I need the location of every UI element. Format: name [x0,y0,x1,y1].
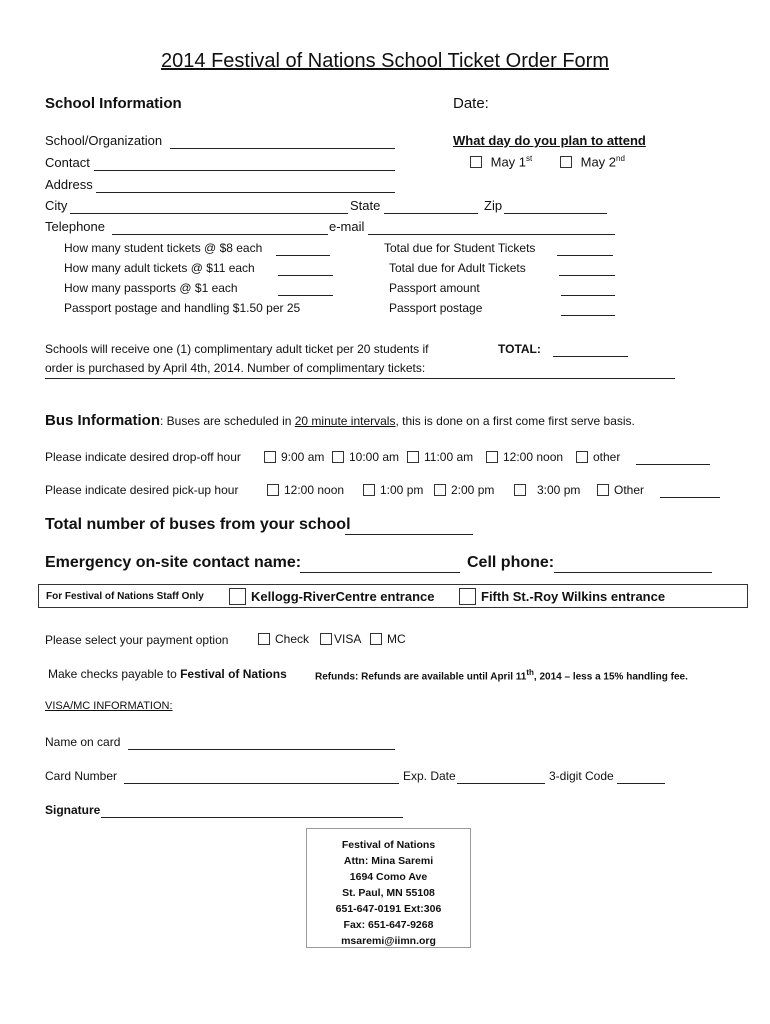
signature-label: Signature [45,803,101,817]
contact-label: Contact [45,155,90,170]
dropoff-label: Please indicate desired drop-off hour [45,450,241,464]
pickup-option-label: Other [614,483,645,497]
pickup-checkbox[interactable] [514,484,526,496]
pickup-option-3[interactable] [434,483,494,497]
refunds-text-post: , 2014 – less a 15% handling fee. [533,671,688,683]
pickup-option-label: 12:00 noon [284,483,345,497]
checks-payable [48,667,287,681]
telephone-field[interactable] [112,234,328,235]
checks-payable-org: Festival of Nations [180,667,287,681]
pickup-option-4[interactable] [514,483,580,497]
total-buses-label: Total number of buses from your school [45,516,351,533]
dropoff-checkbox[interactable] [332,451,344,463]
adult-total-field[interactable] [559,275,615,276]
signature-field[interactable] [101,817,403,818]
pickup-option-1[interactable] [267,483,344,497]
refunds-sup: th [526,668,534,677]
day-option-may2[interactable] [560,154,625,169]
may2-sup: nd [616,154,625,163]
card-number-label: Card Number [45,769,118,783]
telephone-label: Telephone [45,219,105,234]
date-label: Date: [453,95,489,112]
payment-option-label: MC [387,632,406,646]
may2-checkbox[interactable] [560,156,572,168]
cell-field[interactable] [554,572,712,573]
total-field[interactable] [553,356,628,357]
payment-label: Please select your payment option [45,633,229,647]
city-field[interactable] [70,213,348,214]
passport-amount-label: Passport amount [389,281,480,295]
page-title: 2014 Festival of Nations School Ticket Order Form [161,50,609,72]
passports-label: How many passports @ $1 each [64,281,238,295]
address-line: Festival of Nations [341,839,436,851]
passport-amount-field[interactable] [561,295,615,296]
contact-field[interactable] [94,170,395,171]
day-question: What day do you plan to attend [453,133,646,148]
adult-total-label: Total due for Adult Tickets [389,261,526,275]
payment-option-label: Check [275,632,310,646]
staff-only-label: For Festival of Nations Staff Only [46,591,204,602]
visa-mc-heading: VISA/MC INFORMATION: [45,700,173,712]
bus-info [45,412,635,430]
refunds-text: Refunds: Refunds are available until April 11 [315,671,527,683]
bus-desc-post: , this is done on a first come first serve basis. [395,414,635,428]
pickup-option-label: 2:00 pm [451,483,495,497]
address-line: msaremi@iimn.org [341,935,436,947]
zip-field[interactable] [504,213,607,214]
dropoff-option-1[interactable] [264,450,324,464]
dropoff-other-field[interactable] [636,464,710,465]
dropoff-checkbox[interactable] [486,451,498,463]
pickup-checkbox[interactable] [363,484,375,496]
may1-sup: st [526,154,533,163]
pickup-option-5[interactable] [597,483,644,497]
pickup-checkbox[interactable] [267,484,279,496]
address-line: 1694 Como Ave [349,871,428,883]
address-line: 651-647-0191 Ext:306 [335,903,442,915]
dropoff-checkbox[interactable] [264,451,276,463]
address-label: Address [45,177,93,192]
card-number-field[interactable] [124,783,399,784]
student-total-label: Total due for Student Tickets [384,241,536,255]
address-line: Fax: 651-647-9268 [343,919,434,931]
checks-payable-text: Make checks payable to [48,667,181,681]
email-label: e-mail [329,219,365,234]
pickup-option-label: 1:00 pm [380,483,424,497]
exp-date-field[interactable] [457,783,545,784]
entrance-checkbox[interactable] [459,588,476,605]
pickup-checkbox[interactable] [434,484,446,496]
bus-desc-pre: : Buses are scheduled in [160,414,295,428]
dropoff-option-4[interactable] [486,450,563,464]
school-info-heading: School Information [45,95,182,112]
address-field[interactable] [96,192,395,193]
payment-checkbox[interactable] [370,633,382,645]
may1-checkbox[interactable] [470,156,482,168]
payment-option-mc[interactable] [370,632,406,646]
total-buses-field[interactable] [345,534,473,535]
bus-info-heading: Bus Information [45,412,160,429]
code-field[interactable] [617,783,665,784]
state-field[interactable] [384,213,478,214]
cell-label: Cell phone: [467,554,555,571]
school-field[interactable] [170,148,395,149]
dropoff-option-5[interactable] [576,450,620,464]
student-tickets-label: How many student tickets @ $8 each [64,241,263,255]
passport-postage-label: Passport postage [389,301,483,315]
passport-postage-field[interactable] [561,315,615,316]
student-tickets-field[interactable] [276,255,330,256]
dropoff-checkbox[interactable] [576,451,588,463]
exp-date-label: Exp. Date [403,769,456,783]
adult-tickets-field[interactable] [278,275,333,276]
emergency-label: Emergency on-site contact name: [45,554,302,571]
dropoff-option-label: other [593,450,621,464]
payment-option-check[interactable] [258,632,309,646]
entrance-option-1[interactable] [229,588,435,605]
comp-tickets-underline[interactable] [45,378,675,379]
passports-field[interactable] [278,295,333,296]
entrance-label: Fifth St.-Roy Wilkins entrance [481,589,666,604]
comp-line-1: Schools will receive one (1) complimentary adult ticket per 20 students if [45,342,429,356]
dropoff-option-label: 10:00 am [349,450,400,464]
pickup-checkbox[interactable] [597,484,609,496]
pickup-label: Please indicate desired pick-up hour [45,483,239,497]
dropoff-option-label: 9:00 am [281,450,325,464]
address-line: Attn: Mina Saremi [343,855,434,867]
total-label: TOTAL: [498,342,541,356]
zip-label: Zip [484,198,503,213]
payment-option-visa[interactable] [320,632,361,646]
refunds-note [315,668,688,682]
dropoff-option-2[interactable] [332,450,399,464]
city-label: City [45,198,68,213]
code-label: 3-digit Code [549,769,614,783]
address-line: St. Paul, MN 55108 [342,887,435,899]
payment-option-label: VISA [334,632,362,646]
student-total-field[interactable] [557,255,613,256]
state-label: State [350,198,381,213]
name-on-card-field[interactable] [128,749,395,750]
entrance-option-2[interactable] [459,588,665,605]
pickup-option-2[interactable] [363,483,423,497]
dropoff-option-label: 11:00 am [424,450,474,464]
emergency-field[interactable] [300,572,460,573]
adult-tickets-label: How many adult tickets @ $11 each [64,261,255,275]
comp-line-2: order is purchased by April 4th, 2014. Number of complimentary tickets: [45,361,426,375]
entrance-label: Kellogg-RiverCentre entrance [251,589,435,604]
dropoff-option-label: 12:00 noon [503,450,564,464]
payment-checkbox[interactable] [320,633,332,645]
pickup-other-field[interactable] [660,497,720,498]
day-option-may1[interactable] [470,154,532,169]
pickup-option-label: 3:00 pm [537,483,581,497]
name-on-card-label: Name on card [45,735,121,749]
payment-checkbox[interactable] [258,633,270,645]
may2-label: May 2 [580,154,617,170]
mailing-address-box [306,828,471,948]
entrance-checkbox[interactable] [229,588,246,605]
postage-label: Passport postage and handling $1.50 per 25 [64,301,301,315]
dropoff-checkbox[interactable] [407,451,419,463]
may1-label: May 1 [490,154,527,170]
email-field[interactable] [368,234,615,235]
school-label: School/Organization [45,133,163,148]
bus-desc-link: 20 minute intervals [294,414,396,428]
dropoff-option-3[interactable] [407,450,473,464]
